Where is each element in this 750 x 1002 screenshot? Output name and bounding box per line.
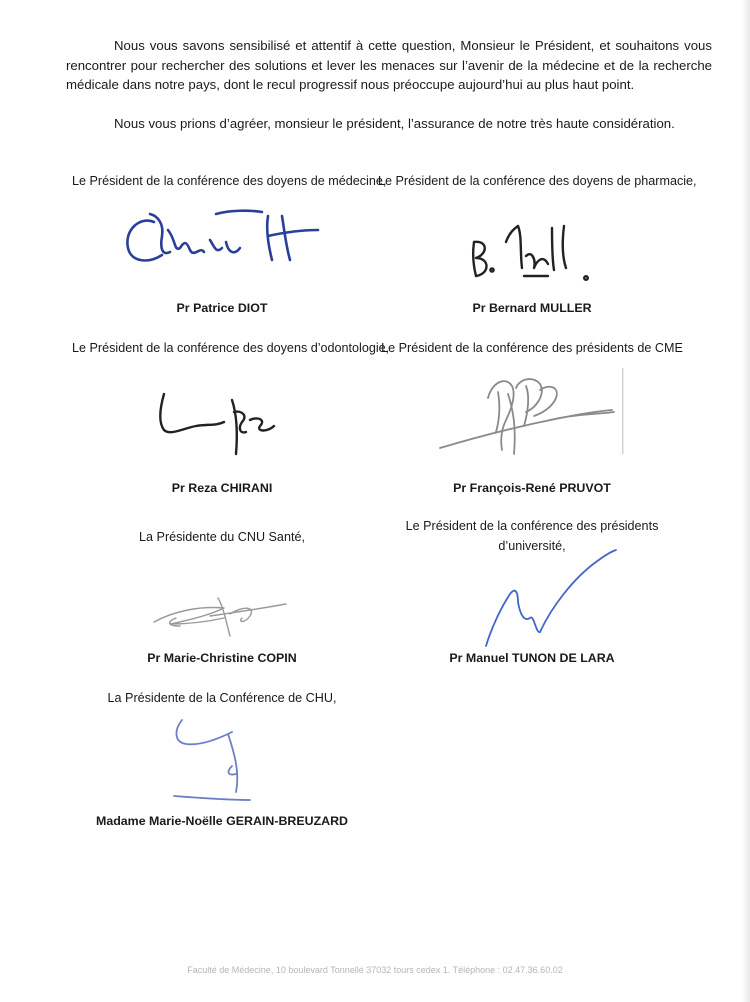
page-edge-shadow bbox=[742, 0, 750, 1002]
closing-paragraph: Nous vous savons sensibilisé et attentif à cette question, Monsieur le Président, et souhaitons vous rencontrer pour rechercher des solutions et lever les menaces sur l’avenir de la médecine et de la recherche médicale dans notre pays, dont le recul progressif nous préoccupe aujourd’hui au plus haut point. bbox=[66, 38, 712, 92]
signature-reza-chirani bbox=[150, 382, 290, 460]
signature-francois-rene-pruvot bbox=[430, 368, 630, 460]
salutation-paragraph: Nous vous prions d’agréer, monsieur le président, l’assurance de notre très haute considération. bbox=[114, 116, 675, 131]
signature-marie-noelle-gerain-breuzard bbox=[166, 712, 276, 812]
role-presidents-universite-line-1: Le Président de la conférence des présidents bbox=[405, 519, 659, 533]
name-patrice-diot: Pr Patrice DIOT bbox=[176, 301, 268, 315]
role-presidente-cnu-sante: La Présidente du CNU Santé, bbox=[139, 530, 305, 544]
name-marie-christine-copin: Pr Marie-Christine COPIN bbox=[147, 651, 297, 665]
role-doyens-odontologie: Le Président de la conférence des doyens d’odontologie, bbox=[72, 341, 390, 355]
signature-marie-christine-copin bbox=[146, 592, 296, 642]
footer-address: Faculté de Médecine, 10 boulevard Tonnellé 37032 tours cedex 1. Téléphone : 02.47.36.60.02 bbox=[187, 965, 563, 975]
role-doyens-pharmacie: Le Président de la conférence des doyens de pharmacie, bbox=[378, 174, 697, 188]
signature-bernard-muller bbox=[462, 212, 602, 290]
role-presidents-universite-line-2: d’université, bbox=[498, 539, 566, 553]
role-presidente-conference-chu: La Présidente de la Conférence de CHU, bbox=[107, 691, 337, 705]
role-presidents-cme: Le Président de la conférence des présidents de CME bbox=[381, 341, 683, 355]
name-manuel-tunon-de-lara: Pr Manuel TUNON DE LARA bbox=[449, 651, 615, 665]
signature-manuel-tunon-de-lara bbox=[478, 548, 628, 650]
name-bernard-muller: Pr Bernard MULLER bbox=[472, 301, 592, 315]
name-francois-rene-pruvot: Pr François-René PRUVOT bbox=[453, 481, 611, 495]
name-reza-chirani: Pr Reza CHIRANI bbox=[171, 481, 273, 495]
signature-patrice-diot bbox=[118, 200, 328, 272]
role-doyens-medecine: Le Président de la conférence des doyens de médecine, bbox=[72, 174, 387, 188]
name-marie-noelle-gerain-breuzard: Madame Marie-Noëlle GERAIN-BREUZARD bbox=[96, 814, 348, 828]
